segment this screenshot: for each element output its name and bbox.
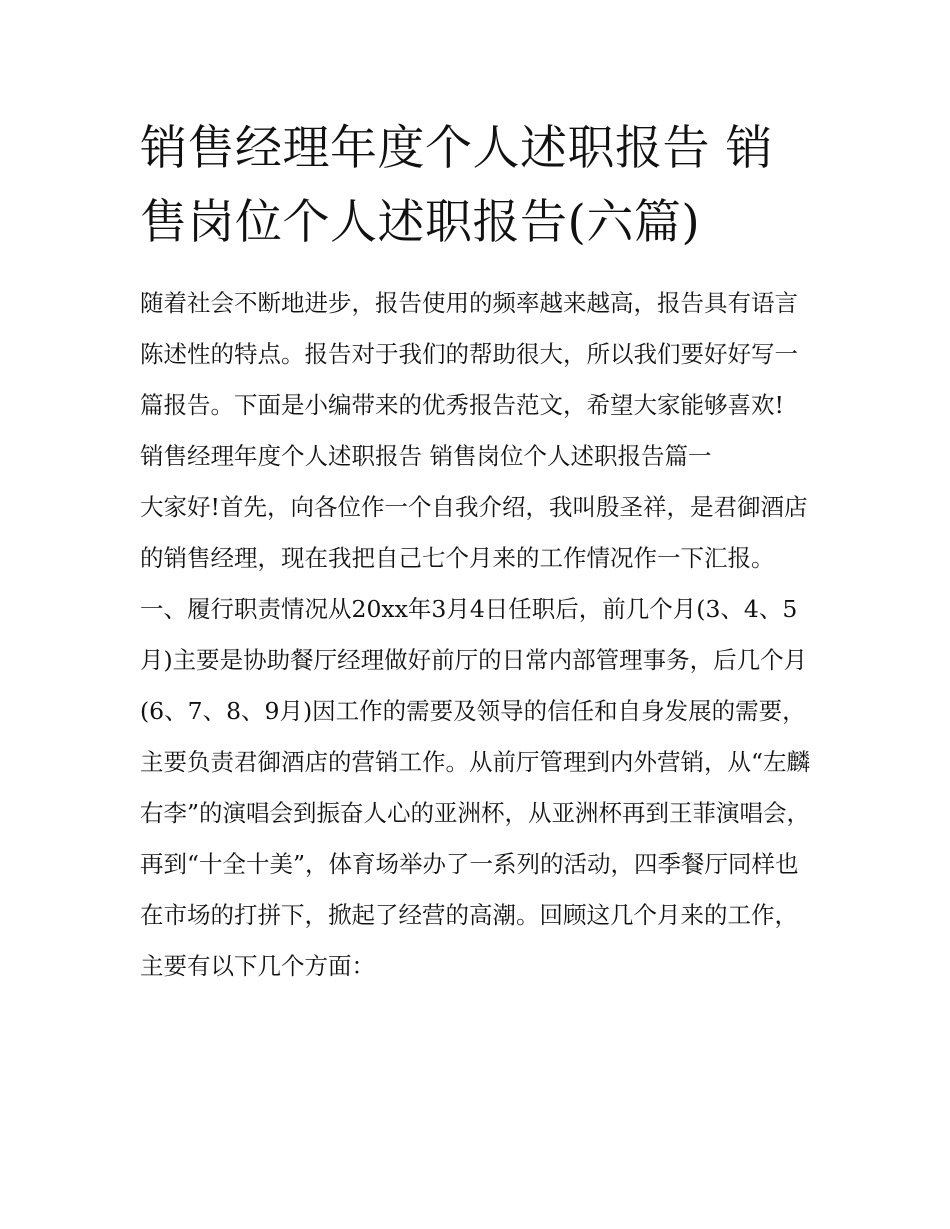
intro-paragraph: 随着社会不断地进步，报告使用的频率越来越高，报告具有语言陈述性的特点。报告对于我们的帮助很大，所以我们要好好写一篇报告。下面是小编带来的优秀报告范文，希望大家能够喜欢! <box>140 289 798 419</box>
section-heading: 销售经理年度个人述职报告 销售岗位个人述职报告篇一 <box>140 442 712 470</box>
document-title: 销售经理年度个人述职报告 销售岗位个人述职报告(六篇) <box>140 121 773 250</box>
document-body <box>140 278 820 992</box>
greeting-paragraph: 大家好!首先，向各位作一个自我介绍，我叫殷圣祥，是君御酒店的销售经理，现在我把自己七个月来的工作情况作一下汇报。 <box>140 493 808 572</box>
duty-paragraph: 一、履行职责情况从20xx年3月4日任职后，前几个月(3、4、5月)主要是协助餐厅经理做好前厅的日常内部管理事务，后几个月(6、7、8、9月)因工作的需要及领导的信任和自身发展的需要，主要负责君御酒店的营销工作。从前厅管理到内外营销，从“左麟右李”的演唱会到振奋人心的亚洲杯，从亚洲杯再到王菲演唱会，再到“十全十美”，体育场举办了一系列的活动，四季餐厅同样也在市场的打拼下，掀起了经营的高潮。回顾这几个月来的工作，主要有以下几个方面： <box>140 595 811 980</box>
